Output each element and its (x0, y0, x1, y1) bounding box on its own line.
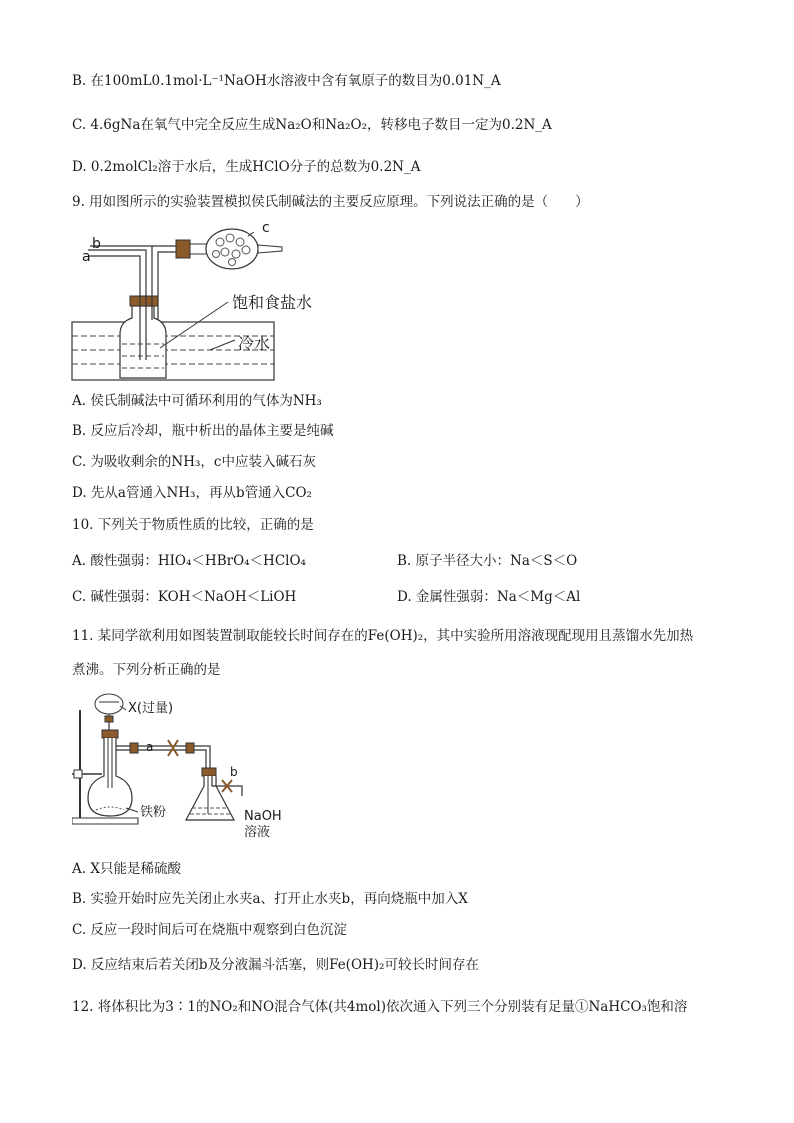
q11-option-c: C. 反应一段时间后可在烧瓶中观察到白色沉淀 (72, 922, 347, 938)
q9-option-a: A. 侯氏制碱法中可循环利用的气体为NH₃ (72, 393, 322, 409)
q11-stem-line2: 煮沸。下列分析正确的是 (72, 662, 221, 678)
q9-label-cold-water: 冷水 (238, 334, 271, 353)
q10-option-c: C. 碱性强弱：KOH＜NaOH＜LiOH (72, 589, 297, 605)
q9-label-c: c (262, 220, 270, 236)
q11-option-d: D. 反应结束后若关闭b及分液漏斗活塞，则Fe(OH)₂可较长时间存在 (72, 957, 479, 973)
q11-label-naoh: NaOH (244, 809, 282, 824)
q9-label-b: b (92, 236, 101, 252)
q11-label-iron: 铁粉 (140, 805, 167, 820)
q11-option-a: A. X只能是稀硫酸 (72, 861, 181, 877)
q11-stem-line1: 11. 某同学欲利用如图装置制取能较长时间存在的Fe(OH)₂，其中实验所用溶液现配现用且蒸馏水先加热 (72, 628, 694, 644)
q11-label-solution: 溶液 (244, 825, 271, 840)
q10-option-b: B. 原子半径大小：Na＜S＜O (397, 553, 578, 569)
q9-option-d: D. 先从a管通入NH₃，再从b管通入CO₂ (72, 485, 312, 501)
q9-stem: 9. 用如图所示的实验装置模拟侯氏制碱法的主要反应原理。下列说法正确的是（ ） (72, 194, 589, 210)
q8-option-b: B. 在100mL0.1mol·L⁻¹NaOH水溶液中含有氧原子的数目为0.01N_A (72, 73, 501, 89)
q10-stem: 10. 下列关于物质性质的比较，正确的是 (72, 517, 314, 533)
q11-label-a: a (146, 740, 154, 754)
q9-label-brine: 饱和食盐水 (232, 293, 313, 312)
q11-label-b: b (230, 765, 238, 779)
q8-option-d: D. 0.2molCl₂溶于水后，生成HClO分子的总数为0.2N_A (72, 159, 421, 175)
q10-option-d: D. 金属性强弱：Na＜Mg＜Al (397, 589, 581, 605)
q9-option-c: C. 为吸收剩余的NH₃，c中应装入碱石灰 (72, 454, 316, 470)
q9-option-b: B. 反应后冷却，瓶中析出的晶体主要是纯碱 (72, 423, 334, 439)
q11-label-x: X(过量) (128, 701, 174, 716)
q12-stem: 12. 将体积比为3∶1的NO₂和NO混合气体(共4mol)依次通入下列三个分别装有足量①NaHCO₃饱和溶 (72, 999, 688, 1015)
q11-option-b: B. 实验开始时应先关闭止水夹a、打开止水夹b，再向烧瓶中加入X (72, 891, 468, 907)
q10-option-a: A. 酸性强弱：HIO₄＜HBrO₄＜HClO₄ (72, 553, 306, 569)
q9-label-a: a (82, 249, 91, 265)
q8-option-c: C. 4.6gNa在氧气中完全反应生成Na₂O和Na₂O₂，转移电子数目一定为0.2N_A (72, 117, 552, 133)
